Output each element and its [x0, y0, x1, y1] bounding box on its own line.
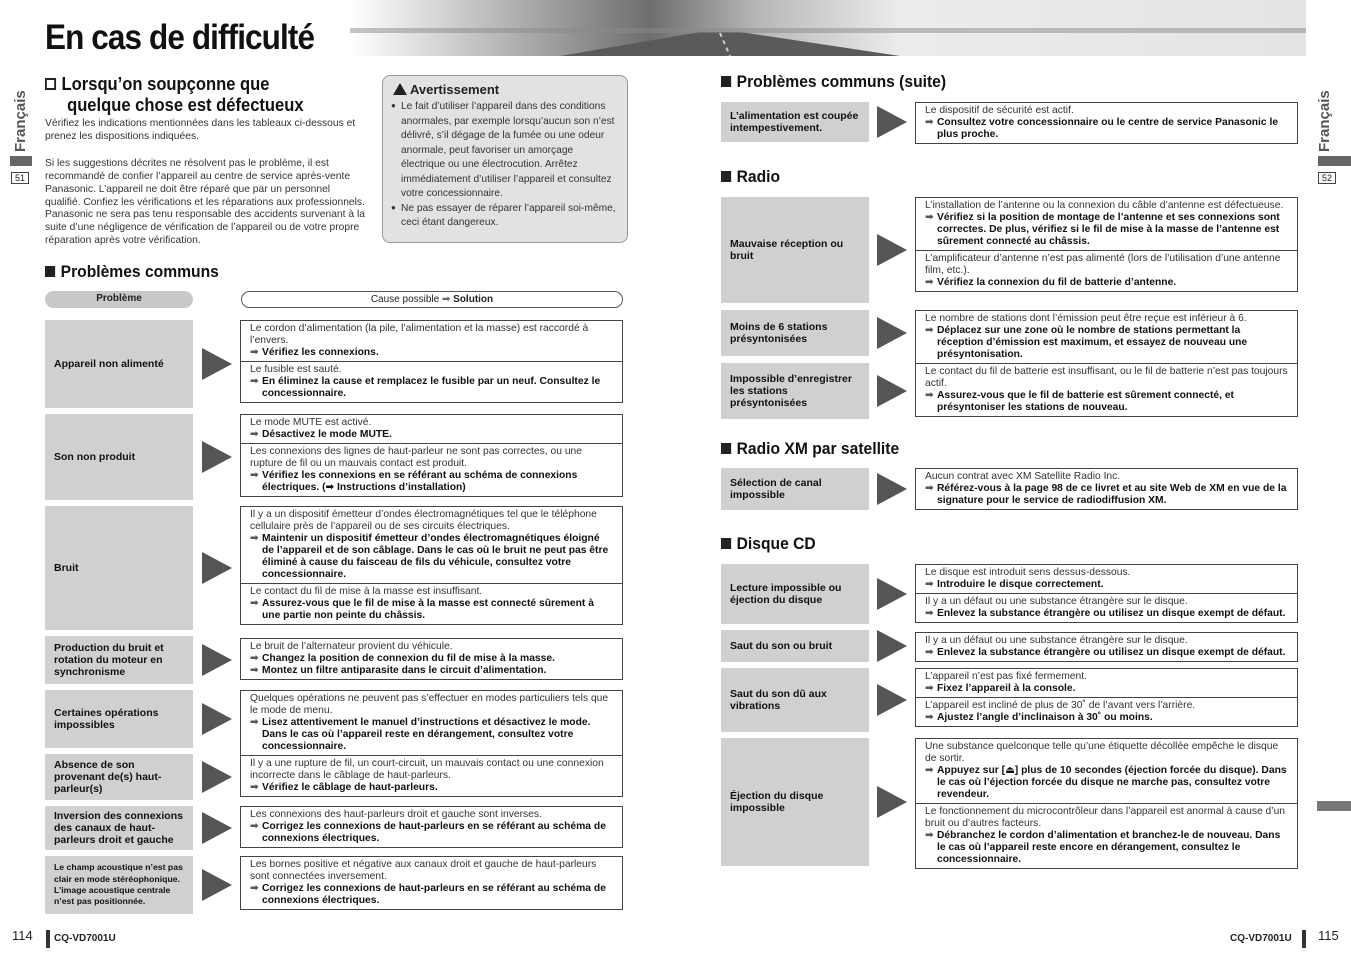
filled-square-icon [721, 443, 731, 454]
cause-solution-box [915, 310, 1298, 364]
problem-label: Production du bruit et rotation du moteur en synchronisme [45, 636, 193, 684]
checkbox-square-icon [45, 78, 56, 90]
arrow-right-icon [877, 630, 907, 662]
arrow-right-icon [202, 644, 232, 676]
solution: ➡ Consultez votre concessionnaire ou le centre de service Panasonic le plus proche. [925, 117, 1288, 141]
possible-cause: Il y a un défaut ou une substance étrangère sur le disque. [925, 635, 1188, 646]
cause-solution-cell [916, 669, 1297, 698]
cause-solution-cell [916, 739, 1297, 804]
possible-cause: Le disque est introduit sens dessus-dessous. [925, 567, 1131, 578]
solution: ➡ Vérifiez le câblage de haut-parleurs. [250, 782, 613, 794]
cause-solution-cell [241, 807, 622, 847]
problem-label: Absence de son provenant de(s) haut-parleur(s) [45, 754, 193, 800]
solution: ➡ En éliminez la cause et remplacez le fusible par un neuf. Consultez le concessionnaire. [250, 376, 613, 400]
possible-cause: Quelques opérations ne peuvent pas s’effectuer en modes particuliers tels que le mode de menu. [250, 693, 609, 717]
problem-label: Appareil non alimenté [45, 320, 193, 408]
solution: ➡ Vérifiez les connexions. [250, 347, 613, 359]
possible-cause: Il y a un défaut ou une substance étrangère sur le disque. [925, 596, 1188, 608]
problem-label: Certaines opérations impossibles [45, 690, 193, 748]
cause-solution-cell [916, 364, 1297, 416]
solution: ➡ Changez la position de connexion du fil de mise à la masse. [250, 653, 613, 665]
cause-solution-cell [241, 444, 622, 496]
arrow-right-icon [877, 786, 907, 818]
cause-solution-cell [241, 507, 622, 584]
possible-cause: Le nombre de stations dont l’émission peut être reçue est inférieur à 6. [925, 313, 1247, 324]
solution: ➡ Assurez-vous que le fil de batterie est sûrement connecté, et présyntoniser les stations de nouveau. [925, 390, 1288, 414]
filled-square-icon [721, 171, 731, 182]
cause-solution-cell [241, 857, 622, 909]
problem-label: Sélection de canal impossible [721, 468, 869, 510]
filled-square-icon [45, 266, 55, 277]
arrow-right-icon [877, 317, 907, 349]
solution: ➡ Fixez l’appareil à la console. [925, 683, 1288, 695]
cause-solution-cell [241, 321, 622, 362]
cause-solution-box [240, 806, 623, 848]
arrow-right-icon [202, 348, 232, 380]
arrow-right-icon [202, 441, 232, 473]
possible-cause: Le mode MUTE est activé. [250, 417, 372, 428]
language-tab-bar-right [1318, 156, 1351, 166]
page-number-right: 115 [1318, 928, 1339, 943]
problem-label: Le champ acoustique n’est pas clair en mode stéréophonique. L’image acoustique centrale n’est pas positionnée. [45, 856, 193, 914]
problem-label: L’alimentation est coupée intempestivement. [721, 102, 869, 142]
arrow-right-icon [877, 684, 907, 716]
section-heading-xm: Radio XM par satellite [721, 439, 899, 459]
cause-solution-cell [916, 198, 1297, 251]
intro-paragraph-2: Si les suggestions décrites ne résolvent pas le problème, il est recommandé de confier l’appareil au centre de service après-vente Panasonic. L’appareil ne doit être réparé que par un personnel qualifié. Confiez les vérifications et les réparations aux professionnels. Panasonic ne sera pas tenu responsable des accidents survenant à la suite d’une négligence de vérification de l’appareil ou de votre propre réparation après votre vérification. [45, 158, 365, 247]
solution: ➡ Vérifiez la connexion du fil de batterie d’antenne. [925, 277, 1288, 289]
section-heading-common: Problèmes communs [45, 262, 219, 282]
possible-cause: Le cordon d’alimentation (la pile, l’alimentation et la masse) est raccordé à l’envers. [250, 323, 589, 347]
cause-solution-box [915, 197, 1298, 292]
cause-solution-cell [916, 698, 1297, 726]
warning-item: ● Le fait d’utiliser l’appareil dans des conditions anormales, par exemple lorsqu’aucun son n’est délivré, s’il dégage de la fumée ou une odeur anormale, peut favoriser un amorçage électrique ou une électrocution. Arrêtez immédiatement d’utiliser l’appareil et consultez votre concessionnaire. [391, 100, 619, 201]
footer-bar-left [46, 930, 50, 948]
problem-label: Bruit [45, 506, 193, 630]
arrow-right-icon [202, 812, 232, 844]
problem-label: Moins de 6 stations présyntonisées [721, 310, 869, 356]
problem-label: Saut du son ou bruit [721, 630, 869, 662]
arrow-right-icon [202, 552, 232, 584]
arrow-right-icon [202, 703, 232, 735]
cause-solution-box [240, 638, 623, 680]
column-header-problem: Problème [45, 291, 193, 308]
problem-label: Mauvaise réception ou bruit [721, 197, 869, 303]
cause-solution-cell [916, 594, 1297, 622]
model-number-left: CQ-VD7001U [54, 933, 116, 944]
cause-solution-box [915, 668, 1298, 727]
warning-box [382, 75, 628, 243]
arrow-right-icon [877, 234, 907, 266]
model-number-right: CQ-VD7001U [1230, 933, 1292, 944]
section-heading-common-cont: Problèmes communs (suite) [721, 72, 946, 92]
cause-solution-box [915, 632, 1298, 662]
solution: ➡ Vérifiez si la position de montage de l’antenne et ses connexions sont correctes. De plus, vérifiez si le fil de mise à la masse de l’antenne est sûrement connecté au châssis. [925, 212, 1288, 248]
cause-solution-cell [916, 633, 1297, 661]
arrow-right-icon [877, 473, 907, 505]
solution: ➡ Maintenir un dispositif émetteur d’ondes électromagnétiques éloigné de l’appareil et de son câblage. Dans le cas où le bruit ne peut pas être éliminé à cause du faisceau de fils du véhicule, consultez votre concessionnaire. [250, 533, 613, 581]
arrow-right-icon [877, 375, 907, 407]
page-marker-left: 51 [11, 172, 29, 184]
solution: ➡ Désactivez le mode MUTE. [250, 429, 613, 441]
possible-cause: Les bornes positive et négative aux canaux droit et gauche de haut-parleurs sont connectées inversement. [250, 859, 597, 883]
solution: ➡ Appuyez sur [⏏] plus de 10 secondes (éjection forcée du disque). Dans le cas où l’éjection forcée du disque ne marche pas, consultez votre revendeur. [925, 765, 1288, 801]
cause-solution-cell [916, 469, 1297, 509]
possible-cause: Le contact du fil de batterie est insuffisant, ou le fil de batterie n’est pas toujours actif. [925, 366, 1288, 390]
possible-cause: L’amplificateur d’antenne n’est pas alimenté (lors de l’utilisation d’une antenne film, etc.). [925, 253, 1281, 277]
solution: ➡ Montez un filtre antiparasite dans le circuit d’alimentation. [250, 665, 613, 677]
arrow-right-icon [877, 578, 907, 610]
cause-solution-box [240, 414, 623, 497]
solution: ➡ Vérifiez les connexions en se référant au schéma de connexions électriques. (➡ Instructions d’installation) [250, 470, 613, 494]
solution: ➡ Enlevez la substance étrangère ou utilisez un disque exempt de défaut. [925, 647, 1288, 659]
solution: ➡ Introduire le disque correctement. [925, 579, 1288, 591]
possible-cause: Une substance quelconque telle qu’une étiquette décollée empêche le disque de sortir. [925, 741, 1279, 765]
cause-solution-box [915, 102, 1298, 144]
solution: ➡ Corrigez les connexions de haut-parleurs en se référant au schéma de connexions électriques. [250, 821, 613, 845]
cause-solution-cell [241, 639, 622, 679]
cause-solution-box [915, 363, 1298, 417]
cause-solution-box [915, 738, 1298, 869]
column-header-cause: Cause possible ➡ Solution [241, 291, 623, 308]
cause-solution-cell [241, 756, 622, 796]
cause-solution-box [240, 320, 623, 403]
possible-cause: Les connexions des haut-parleurs droit et gauche sont inverses. [250, 809, 542, 820]
language-tab-right: Français [1316, 90, 1333, 152]
problem-label: Inversion des connexions des canaux de haut-parleurs droit et gauche [45, 806, 193, 850]
language-tab-bar-left [10, 156, 32, 166]
warning-triangle-icon [393, 83, 407, 95]
filled-square-icon [721, 538, 731, 549]
filled-square-icon [721, 76, 731, 87]
footer-bar-right [1302, 930, 1306, 948]
possible-cause: L’installation de l’antenne ou la connexion du câble d’antenne est défectueuse. [925, 200, 1284, 211]
problem-label: Lecture impossible ou éjection du disque [721, 564, 869, 624]
cause-solution-box [915, 468, 1298, 510]
warning-title: Avertissement [393, 82, 619, 97]
possible-cause: Il y a un dispositif émetteur d’ondes électromagnétiques tel que le téléphone cellulaire près de l’appareil ou de ses circuits électriques. [250, 509, 597, 533]
cause-solution-cell [916, 804, 1297, 868]
possible-cause: Le bruit de l’alternateur provient du véhicule. [250, 641, 453, 652]
cause-solution-box [240, 755, 623, 797]
cause-solution-cell [241, 415, 622, 444]
possible-cause: Le dispositif de sécurité est actif. [925, 105, 1074, 116]
problem-label: Son non produit [45, 414, 193, 500]
section-marker-bar [1317, 801, 1351, 811]
cause-solution-cell [916, 251, 1297, 291]
cause-solution-box [240, 690, 623, 756]
page-number-left: 114 [12, 928, 33, 943]
page-marker-right: 52 [1318, 172, 1336, 184]
solution: ➡ Débranchez le cordon d’alimentation et branchez-le de nouveau. Dans le cas où l’appareil reste encore en dérangement, consultez le concessionnaire. [925, 830, 1288, 866]
problem-label: Impossible d’enregistrer les stations présyntonisées [721, 363, 869, 419]
solution: ➡ Corrigez les connexions de haut-parleurs en se référant au schéma de connexions électriques. [250, 883, 613, 907]
intro-paragraph-1: Vérifiez les indications mentionnées dans les tableaux ci-dessous et prenez les dispositions indiquées. [45, 118, 356, 142]
section-heading-radio: Radio [721, 167, 780, 187]
cause-solution-cell [916, 311, 1297, 363]
intro-heading: Lorsqu’on soupçonne que quelque chose est défectueux [45, 74, 304, 115]
cause-solution-cell [241, 691, 622, 755]
arrow-right-icon [877, 106, 907, 138]
possible-cause: Les connexions des lignes de haut-parleur ne sont pas correctes, ou une rupture de fil ou un mauvais contact est produit. [250, 446, 582, 470]
arrow-right-icon [202, 869, 232, 901]
cause-solution-cell [241, 362, 622, 402]
possible-cause: Le fonctionnement du microcontrôleur dans l’appareil est anormal à cause d’un bruit ou d’autres facteurs. [925, 806, 1286, 830]
possible-cause: Il y a une rupture de fil, un court-circuit, un mauvais contact ou une connexion incorrecte dans le câblage de haut-parleurs. [250, 758, 604, 782]
possible-cause: Le contact du fil de mise à la masse est insuffisant. [250, 586, 483, 598]
arrow-right-icon [202, 761, 232, 793]
section-heading-cd: Disque CD [721, 534, 816, 554]
solution: ➡ Référez-vous à la page 98 de ce livret et au site Web de XM en vue de la signature pour le service de radiodiffusion XM. [925, 483, 1288, 507]
solution: ➡ Déplacez sur une zone où le nombre de stations permettant la réception d’émission est maximum, et essayez de nouveau une présyntonisation. [925, 325, 1288, 361]
cause-solution-box [915, 564, 1298, 623]
cause-solution-cell [916, 103, 1297, 143]
cause-solution-cell [916, 565, 1297, 594]
solution: ➡ Enlevez la substance étrangère ou utilisez un disque exempt de défaut. [925, 608, 1288, 620]
solution: ➡ Ajustez l’angle d’inclinaison à 30˚ ou moins. [925, 712, 1288, 724]
possible-cause: Aucun contrat avec XM Satellite Radio Inc. [925, 471, 1121, 482]
solution: ➡ Assurez-vous que le fil de mise à la masse est connecté sûrement à une partie non peinte du châssis. [250, 598, 613, 622]
possible-cause: Le fusible est sauté. [250, 364, 342, 376]
possible-cause: L’appareil n’est pas fixé fermement. [925, 671, 1087, 682]
solution: ➡ Lisez attentivement le manuel d’instructions et désactivez le mode. Dans le cas où l’appareil reste en dérangement, consultez votre concessionnaire. [250, 717, 613, 753]
language-tab-left: Français [12, 90, 29, 152]
problem-label: Saut du son dû aux vibrations [721, 668, 869, 732]
cause-solution-cell [241, 584, 622, 624]
cause-solution-box [240, 506, 623, 625]
cause-solution-box [240, 856, 623, 910]
problem-label: Éjection du disque impossible [721, 738, 869, 866]
possible-cause: L’appareil est incliné de plus de 30˚ de l’avant vers l’arrière. [925, 700, 1196, 712]
page-title: En cas de difficulté [45, 18, 315, 57]
warning-item: ● Ne pas essayer de réparer l’appareil soi-même, ceci étant dangereux. [391, 202, 619, 231]
